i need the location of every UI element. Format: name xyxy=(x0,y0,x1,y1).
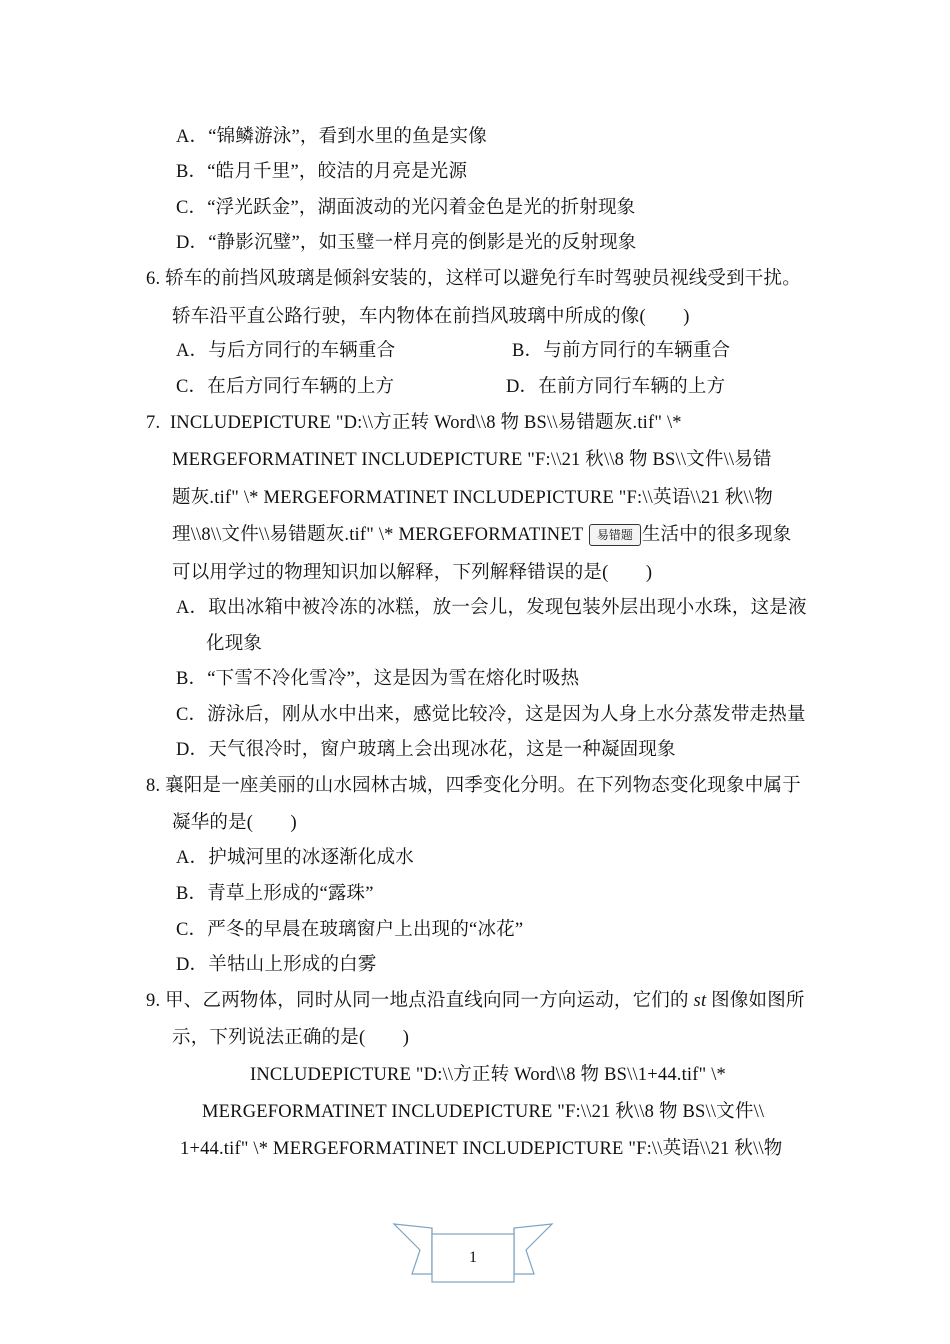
option-text: 游泳后，刚从水中出来，感觉比较冷，这是因为人身上水分蒸发带走热量 xyxy=(207,705,806,725)
q9-stem-line1 xyxy=(146,988,805,1014)
option-text: “下雪不冷化雪冷”，这是因为雪在熔化时吸热 xyxy=(207,669,580,689)
q8-stem-line1 xyxy=(146,773,801,799)
q9-picture-field-line3: 1+44.tif" \* MERGEFORMATINET INCLUDEPICTURE "F:\\英语\\21 秋\\物 xyxy=(180,1139,783,1159)
page-number-ribbon xyxy=(392,1220,554,1286)
question-text-italic: st xyxy=(693,991,707,1011)
option-text: 在前方同行车辆的上方 xyxy=(538,377,726,397)
option-label: B． xyxy=(512,341,544,361)
q6-option-b xyxy=(512,338,730,364)
question-text: 轿车的前挡风玻璃是倾斜安装的，这样可以避免行车时驾驶员视线受到干扰。 xyxy=(165,269,801,289)
option-label: C． xyxy=(176,377,208,397)
option-text: 与后方同行的车辆重合 xyxy=(208,341,396,361)
q7-option-a-cont: 化现象 xyxy=(206,634,263,654)
option-text: 天气很冷时，窗户玻璃上会出现冰花，这是一种凝固现象 xyxy=(208,740,676,760)
option-text: “皓月千里”，皎洁的月亮是光源 xyxy=(207,162,468,182)
question-text: 襄阳是一座美丽的山水园林古城，四季变化分明。在下列物态变化现象中属于 xyxy=(165,776,801,796)
q8-option-b xyxy=(176,881,374,907)
option-text: 取出冰箱中被冷冻的冰糕，放一会儿，发现包装外层出现小水珠，这是液 xyxy=(208,598,807,618)
option-text: 羊牯山上形成的白雾 xyxy=(208,955,377,975)
q8-stem-line2: 凝华的是( ) xyxy=(172,813,297,833)
q9-picture-field-line1: INCLUDEPICTURE "D:\\方正转 Word\\8 物 BS\\1+44.tif" \* xyxy=(250,1065,726,1085)
q6-stem-line1 xyxy=(146,266,801,292)
q8-option-a xyxy=(176,845,414,871)
q6-stem-line2: 轿车沿平直公路行驶，车内物体在前挡风玻璃中所成的像( ) xyxy=(172,307,690,327)
option-label: D． xyxy=(176,740,209,760)
option-text: 与前方同行的车辆重合 xyxy=(543,341,731,361)
page-number: 1 xyxy=(469,1249,477,1266)
option-text: “静影沉璧”，如玉璧一样月亮的倒影是光的反射现象 xyxy=(208,233,637,253)
q7-stem-line4 xyxy=(172,522,791,548)
q5-option-c xyxy=(176,195,635,221)
question-text: 甲、乙两物体，同时从同一地点沿直线向同一方向运动，它们的 xyxy=(165,991,694,1011)
q8-option-d xyxy=(176,952,377,978)
option-label: A． xyxy=(176,341,209,361)
question-text: 理\\8\\文件\\易错题灰.tif" \* MERGEFORMATINET xyxy=(172,525,588,545)
option-text: 在后方同行车辆的上方 xyxy=(207,377,395,397)
q8-option-c xyxy=(176,917,523,943)
option-text: “浮光跃金”，湖面波动的光闪着金色是光的折射现象 xyxy=(207,198,636,218)
q5-option-a xyxy=(176,124,487,150)
question-text: 图像如图所 xyxy=(706,991,805,1011)
q7-stem-line3: 题灰.tif" \* MERGEFORMATINET INCLUDEPICTURE "F:\\英语\\21 秋\\物 xyxy=(172,488,773,508)
q6-option-d xyxy=(506,374,725,400)
question-number: 9. xyxy=(146,991,161,1011)
option-label: C． xyxy=(176,705,208,725)
option-label: B． xyxy=(176,162,208,182)
error-prone-badge: 易错题 xyxy=(589,524,641,546)
option-label: A． xyxy=(176,848,209,868)
question-text: 生活中的很多现象 xyxy=(641,525,792,545)
q6-option-a xyxy=(176,338,395,364)
option-text: 严冬的早晨在玻璃窗户上出现的“冰花” xyxy=(207,920,524,940)
option-text: 护城河里的冰逐渐化成水 xyxy=(208,848,414,868)
q9-picture-field-line2: MERGEFORMATINET INCLUDEPICTURE "F:\\21 秋\\8 物 BS\\文件\\ xyxy=(202,1102,765,1122)
q7-stem-line1 xyxy=(146,410,682,436)
option-label: C． xyxy=(176,920,208,940)
question-number: 7. xyxy=(146,413,161,433)
q7-option-b xyxy=(176,666,579,692)
option-label: B． xyxy=(176,884,208,904)
option-text: 青草上形成的“露珠” xyxy=(207,884,374,904)
q7-stem-line5: 可以用学过的物理知识加以解释，下列解释错误的是( ) xyxy=(172,563,653,583)
option-label: A． xyxy=(176,127,209,147)
q7-option-c xyxy=(176,702,806,728)
question-text: INCLUDEPICTURE "D:\\方正转 Word\\8 物 BS\\易错题灰.tif" \* xyxy=(169,413,682,433)
option-label: C． xyxy=(176,198,208,218)
option-label: D． xyxy=(176,955,209,975)
q7-option-a xyxy=(176,595,807,621)
q7-option-d xyxy=(176,737,676,763)
q5-option-d xyxy=(176,230,637,256)
question-number: 6. xyxy=(146,269,161,289)
option-label: D． xyxy=(176,233,209,253)
question-number: 8. xyxy=(146,776,161,796)
option-label: B． xyxy=(176,669,208,689)
q9-stem-line2: 示，下列说法正确的是( ) xyxy=(172,1028,410,1048)
option-text: “锦鳞游泳”，看到水里的鱼是实像 xyxy=(208,127,487,147)
q6-option-c xyxy=(176,374,394,400)
option-label: A． xyxy=(176,598,209,618)
option-label: D． xyxy=(506,377,539,397)
q7-stem-line2: MERGEFORMATINET INCLUDEPICTURE "F:\\21 秋\\8 物 BS\\文件\\易错 xyxy=(172,450,772,470)
q5-option-b xyxy=(176,159,467,185)
